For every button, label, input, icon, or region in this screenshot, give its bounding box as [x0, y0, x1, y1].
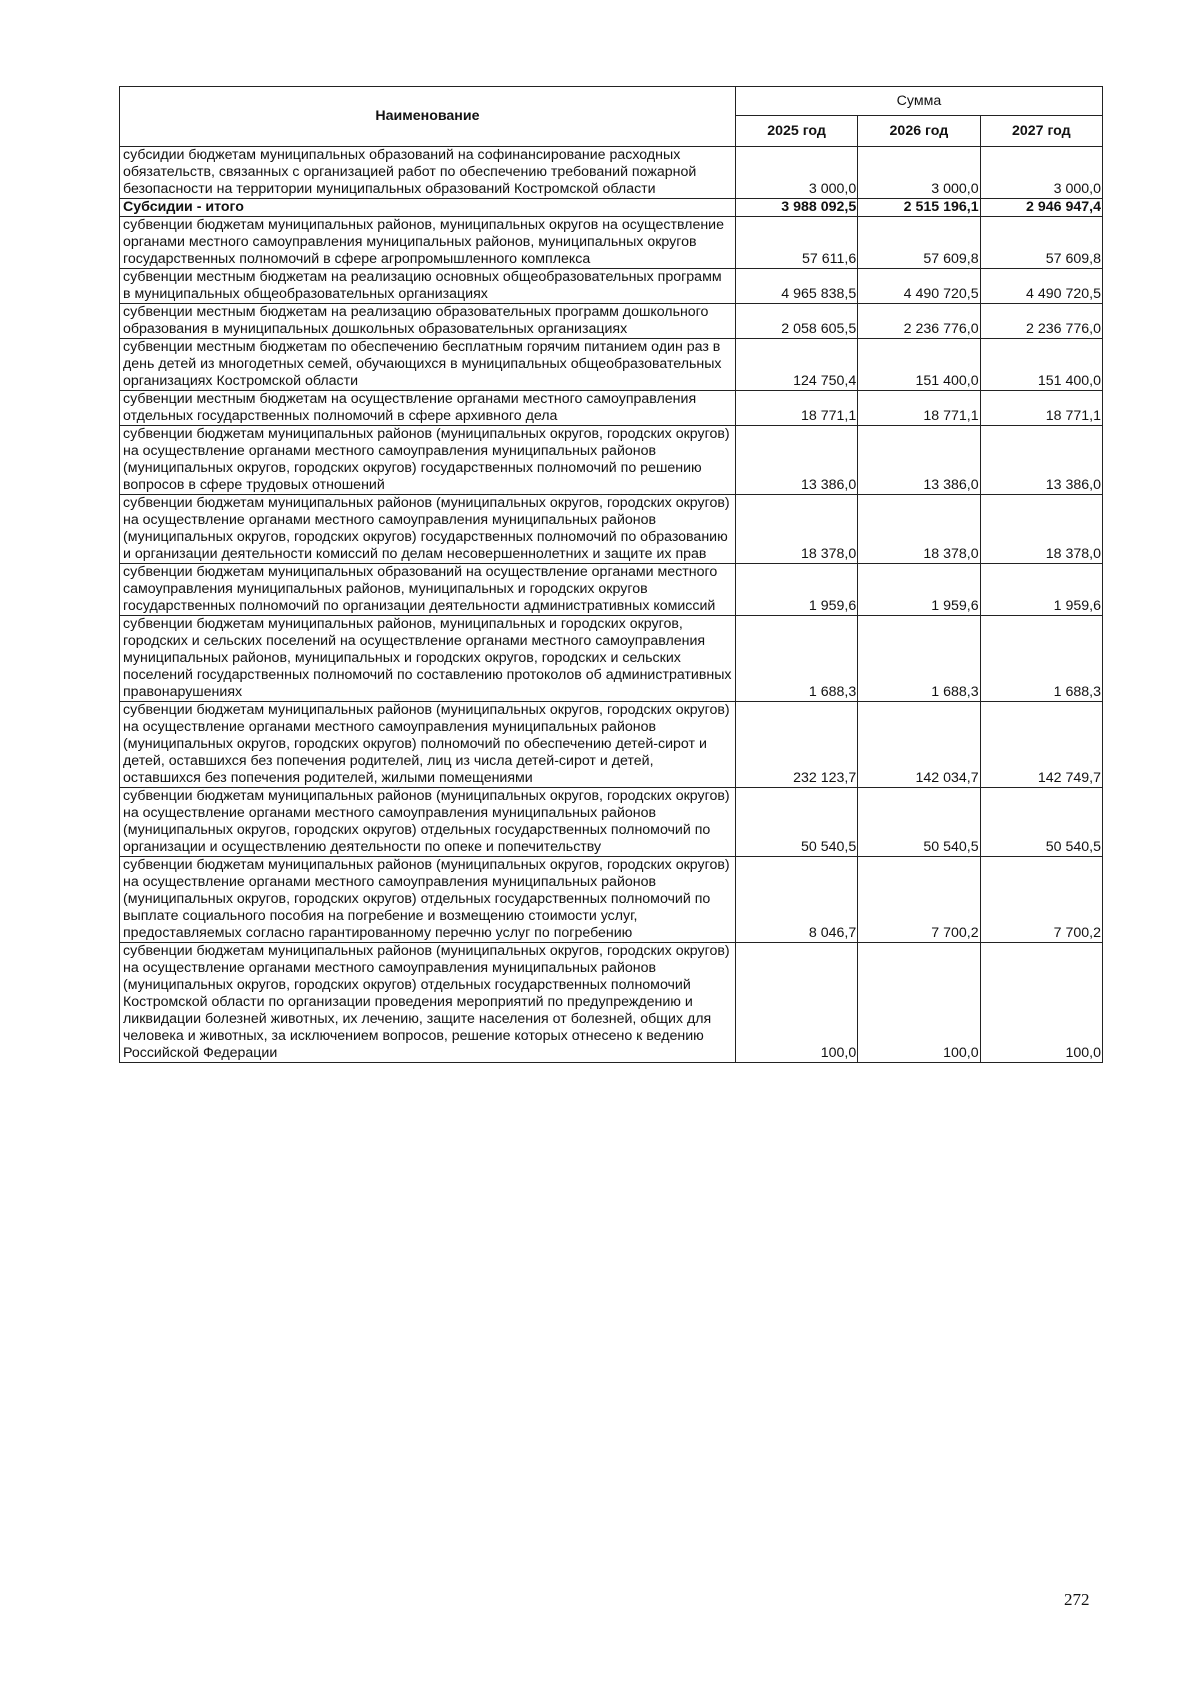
- value-cell-2025: 8 046,7: [735, 857, 857, 943]
- value-cell-2025: 3 000,0: [735, 147, 857, 199]
- table-row: [120, 857, 1103, 943]
- value-cell-2025: 18 771,1: [735, 391, 857, 426]
- value-cell-2027: 50 540,5: [980, 788, 1102, 857]
- value-cell-2026: 2 236 776,0: [858, 304, 980, 339]
- table-row: [120, 495, 1103, 564]
- table-row: [120, 217, 1103, 269]
- header-name: Наименование: [120, 87, 736, 147]
- value-cell-2026: 50 540,5: [858, 788, 980, 857]
- header-sum: Сумма: [735, 87, 1102, 116]
- table-row: [120, 269, 1103, 304]
- row-name-cell: субвенции местным бюджетам на реализацию образовательных программ дошкольного образования в муниципальных дошкольных образовательных организациях: [120, 304, 736, 339]
- row-name-cell: субвенции бюджетам муниципальных районов (муниципальных округов, городских округов) на осуществление органами местного самоуправления муниципальных районов (муниципальных округов, городских округов) государственных полномочий по образованию и организации деятельности комиссий по делам несовершеннолетних и защите их прав: [120, 495, 736, 564]
- value-cell-2026: 18 771,1: [858, 391, 980, 426]
- value-cell-2027: 18 378,0: [980, 495, 1102, 564]
- value-cell-2025: 100,0: [735, 943, 857, 1063]
- value-cell-2027: 57 609,8: [980, 217, 1102, 269]
- value-cell-2027: 4 490 720,5: [980, 269, 1102, 304]
- value-cell-2025: 57 611,6: [735, 217, 857, 269]
- value-cell-2026: 3 000,0: [858, 147, 980, 199]
- value-cell-2026: 4 490 720,5: [858, 269, 980, 304]
- budget-table: [119, 86, 1103, 1063]
- value-cell-2025: 232 123,7: [735, 702, 857, 788]
- value-cell-2027: 13 386,0: [980, 426, 1102, 495]
- row-name-cell: субвенции местным бюджетам на реализацию основных общеобразовательных программ в муниципальных общеобразовательных организациях: [120, 269, 736, 304]
- value-cell-2026: 151 400,0: [858, 339, 980, 391]
- value-cell-2027: 18 771,1: [980, 391, 1102, 426]
- value-cell-2027: 2 946 947,4: [980, 199, 1102, 217]
- table-row: [120, 616, 1103, 702]
- value-cell-2025: 3 988 092,5: [735, 199, 857, 217]
- value-cell-2027: 7 700,2: [980, 857, 1102, 943]
- value-cell-2025: 1 959,6: [735, 564, 857, 616]
- row-name-cell: субвенции бюджетам муниципальных районов (муниципальных округов, городских округов) на осуществление органами местного самоуправления муниципальных районов (муниципальных округов, городских округов) полномочий по обеспечению детей-сирот и детей, оставшихся без попечения родителей, лиц из числа детей-сирот и детей, оставшихся без попечения родителей, жилыми помещениями: [120, 702, 736, 788]
- value-cell-2025: 18 378,0: [735, 495, 857, 564]
- table-row: [120, 564, 1103, 616]
- row-name-cell: субвенции бюджетам муниципальных образований на осуществление органами местного самоуправления муниципальных районов, муниципальных и городских округов государственных полномочий по организации деятельности административных комиссий: [120, 564, 736, 616]
- table-row: [120, 426, 1103, 495]
- value-cell-2027: 151 400,0: [980, 339, 1102, 391]
- row-name-cell: субвенции местным бюджетам по обеспечению бесплатным горячим питанием один раз в день детей из многодетных семей, обучающихся в муниципальных общеобразовательных организациях Костромской области: [120, 339, 736, 391]
- table-row: [120, 304, 1103, 339]
- row-name-cell: субвенции бюджетам муниципальных районов (муниципальных округов, городских округов) на осуществление органами местного самоуправления муниципальных районов (муниципальных округов, городских округов) отдельных государственных полномочий по организации и осуществлению деятельности по опеке и попечительству: [120, 788, 736, 857]
- value-cell-2025: 2 058 605,5: [735, 304, 857, 339]
- value-cell-2027: 100,0: [980, 943, 1102, 1063]
- row-name-cell: субсидии бюджетам муниципальных образований на софинансирование расходных обязательств, связанных с организацией работ по обеспечению требований пожарной безопасности на территории муниципальных образований Костромской области: [120, 147, 736, 199]
- row-name-cell: субвенции бюджетам муниципальных районов, муниципальных округов на осуществление органами местного самоуправления муниципальных районов, муниципальных округов государственных полномочий в сфере агропромышленного комплекса: [120, 217, 736, 269]
- table-row: [120, 702, 1103, 788]
- value-cell-2026: 100,0: [858, 943, 980, 1063]
- row-name-cell: субвенции бюджетам муниципальных районов (муниципальных округов, городских округов) на осуществление органами местного самоуправления муниципальных районов (муниципальных округов, городских округов) государственных полномочий по решению вопросов в сфере трудовых отношений: [120, 426, 736, 495]
- table-row-total: [120, 199, 1103, 217]
- value-cell-2025: 13 386,0: [735, 426, 857, 495]
- row-name-cell: Субсидии - итого: [120, 199, 736, 217]
- header-year-2026: 2026 год: [858, 116, 980, 147]
- page-number: 272: [1064, 1590, 1090, 1609]
- value-cell-2025: 1 688,3: [735, 616, 857, 702]
- table-row: [120, 391, 1103, 426]
- header-year-2027: 2027 год: [980, 116, 1102, 147]
- value-cell-2026: 7 700,2: [858, 857, 980, 943]
- value-cell-2025: 50 540,5: [735, 788, 857, 857]
- table-body: [120, 147, 1103, 1063]
- row-name-cell: субвенции бюджетам муниципальных районов, муниципальных и городских округов, городских и сельских поселений на осуществление органами местного самоуправления муниципальных районов, муниципальных и городских округов, городских и сельских поселений государственных полномочий по составлению протоколов об административных правонарушениях: [120, 616, 736, 702]
- value-cell-2026: 2 515 196,1: [858, 199, 980, 217]
- value-cell-2026: 13 386,0: [858, 426, 980, 495]
- value-cell-2027: 1 688,3: [980, 616, 1102, 702]
- row-name-cell: субвенции бюджетам муниципальных районов (муниципальных округов, городских округов) на осуществление органами местного самоуправления муниципальных районов (муниципальных округов, городских округов) отдельных государственных полномочий по выплате социального пособия на погребение и возмещению стоимости услуг, предоставляемых согласно гарантированному перечню услуг по погребению: [120, 857, 736, 943]
- value-cell-2027: 3 000,0: [980, 147, 1102, 199]
- table-row: [120, 943, 1103, 1063]
- value-cell-2026: 142 034,7: [858, 702, 980, 788]
- table-row: [120, 339, 1103, 391]
- value-cell-2026: 57 609,8: [858, 217, 980, 269]
- value-cell-2025: 4 965 838,5: [735, 269, 857, 304]
- row-name-cell: субвенции местным бюджетам на осуществление органами местного самоуправления отдельных государственных полномочий в сфере архивного дела: [120, 391, 736, 426]
- value-cell-2027: 142 749,7: [980, 702, 1102, 788]
- value-cell-2027: 2 236 776,0: [980, 304, 1102, 339]
- value-cell-2025: 124 750,4: [735, 339, 857, 391]
- row-name-cell: субвенции бюджетам муниципальных районов (муниципальных округов, городских округов) на осуществление органами местного самоуправления муниципальных районов (муниципальных округов, городских округов) отдельных государственных полномочий Костромской области по организации проведения мероприятий по предупреждению и ликвидации болезней животных, их лечению, защите населения от болезней, общих для человека и животных, за исключением вопросов, решение которых отнесено к ведению Российской Федерации: [120, 943, 736, 1063]
- table-row: [120, 788, 1103, 857]
- value-cell-2026: 1 959,6: [858, 564, 980, 616]
- value-cell-2026: 1 688,3: [858, 616, 980, 702]
- header-year-2025: 2025 год: [735, 116, 857, 147]
- value-cell-2026: 18 378,0: [858, 495, 980, 564]
- value-cell-2027: 1 959,6: [980, 564, 1102, 616]
- table-row: [120, 147, 1103, 199]
